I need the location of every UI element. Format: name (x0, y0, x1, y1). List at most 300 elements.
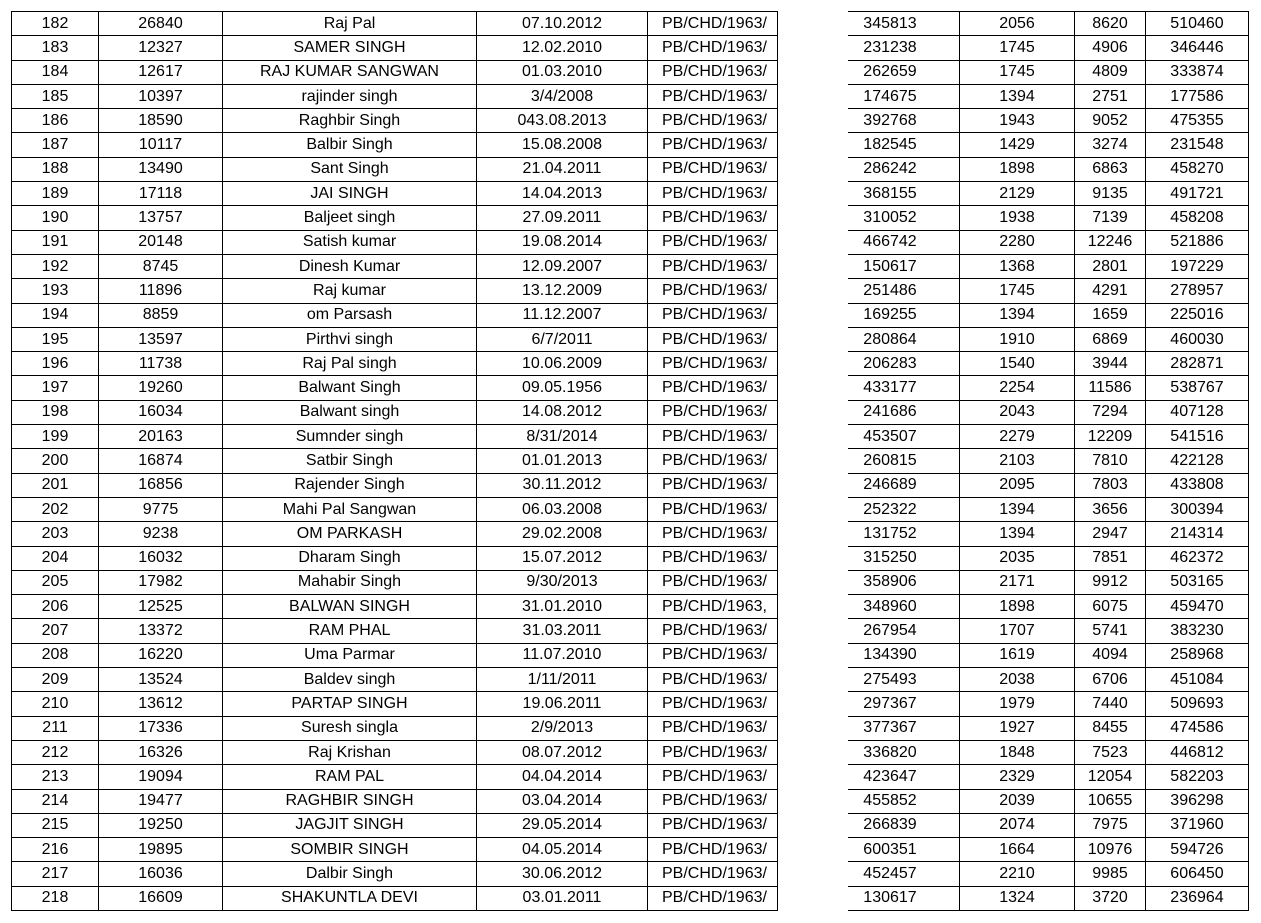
da-cell: 2947 (1075, 522, 1146, 546)
id-cell: 13612 (99, 692, 223, 716)
da-cell: 6863 (1075, 157, 1146, 181)
total-cell: 177586 (1146, 84, 1249, 108)
ref-cell: PB/CHD/1963/ (648, 813, 778, 837)
serial-cell: 205 (12, 570, 99, 594)
da-cell: 3274 (1075, 133, 1146, 157)
name-cell: Satish kumar (223, 230, 477, 254)
date-cell: 03.01.2011 (477, 886, 648, 910)
total-cell: 458270 (1146, 157, 1249, 181)
total-cell: 396298 (1146, 789, 1249, 813)
name-cell: JAGJIT SINGH (223, 813, 477, 837)
table-row (12, 449, 1249, 473)
name-cell: SAMER SINGH (223, 36, 477, 60)
serial-cell: 218 (12, 886, 99, 910)
table-row (12, 595, 1249, 619)
id-cell: 16220 (99, 643, 223, 667)
date-cell: 08.07.2012 (477, 740, 648, 764)
basic-cell: 1540 (960, 352, 1075, 376)
serial-cell: 215 (12, 813, 99, 837)
total-cell: 225016 (1146, 303, 1249, 327)
amount-cell: 262659 (821, 60, 960, 84)
id-cell: 12525 (99, 595, 223, 619)
id-cell: 19094 (99, 765, 223, 789)
id-cell: 16034 (99, 400, 223, 424)
ref-cell: PB/CHD/1963/ (648, 254, 778, 278)
date-cell: 30.06.2012 (477, 862, 648, 886)
amount-cell: 182545 (821, 133, 960, 157)
basic-cell: 1368 (960, 254, 1075, 278)
id-cell: 9775 (99, 497, 223, 521)
name-cell: Raj Krishan (223, 740, 477, 764)
amount-cell: 206283 (821, 352, 960, 376)
serial-cell: 211 (12, 716, 99, 740)
name-cell: SOMBIR SINGH (223, 838, 477, 862)
da-cell: 6869 (1075, 327, 1146, 351)
total-cell: 433808 (1146, 473, 1249, 497)
basic-cell: 1394 (960, 303, 1075, 327)
table-row (12, 425, 1249, 449)
serial-cell: 197 (12, 376, 99, 400)
name-cell: Pirthvi singh (223, 327, 477, 351)
serial-cell: 203 (12, 522, 99, 546)
name-cell: Suresh singla (223, 716, 477, 740)
table-row (12, 376, 1249, 400)
total-cell: 422128 (1146, 449, 1249, 473)
date-cell: 8/31/2014 (477, 425, 648, 449)
ref-cell: PB/CHD/1963/ (648, 570, 778, 594)
name-cell: RAM PAL (223, 765, 477, 789)
amount-cell: 150617 (821, 254, 960, 278)
ref-cell: PB/CHD/1963/ (648, 60, 778, 84)
serial-cell: 207 (12, 619, 99, 643)
date-cell: 13.12.2009 (477, 279, 648, 303)
total-cell: 491721 (1146, 182, 1249, 206)
serial-cell: 196 (12, 352, 99, 376)
table-row (12, 400, 1249, 424)
table-row (12, 230, 1249, 254)
id-cell: 17336 (99, 716, 223, 740)
ref-cell: PB/CHD/1963/ (648, 838, 778, 862)
ref-cell: PB/CHD/1963/ (648, 668, 778, 692)
name-cell: Mahabir Singh (223, 570, 477, 594)
amount-cell: 310052 (821, 206, 960, 230)
da-cell: 4094 (1075, 643, 1146, 667)
id-cell: 19895 (99, 838, 223, 862)
id-cell: 17982 (99, 570, 223, 594)
basic-cell: 1898 (960, 595, 1075, 619)
amount-cell: 368155 (821, 182, 960, 206)
table-row (12, 765, 1249, 789)
serial-cell: 217 (12, 862, 99, 886)
serial-cell: 201 (12, 473, 99, 497)
da-cell: 9052 (1075, 109, 1146, 133)
date-cell: 11.07.2010 (477, 643, 648, 667)
da-cell: 11586 (1075, 376, 1146, 400)
ref-cell: PB/CHD/1963/ (648, 376, 778, 400)
amount-cell: 358906 (821, 570, 960, 594)
date-cell: 2/9/2013 (477, 716, 648, 740)
serial-cell: 212 (12, 740, 99, 764)
basic-cell: 1707 (960, 619, 1075, 643)
ref-cell: PB/CHD/1963/ (648, 12, 778, 36)
date-cell: 19.08.2014 (477, 230, 648, 254)
name-cell: Mahi Pal Sangwan (223, 497, 477, 521)
total-cell: 197229 (1146, 254, 1249, 278)
ref-cell: PB/CHD/1963/ (648, 327, 778, 351)
serial-cell: 210 (12, 692, 99, 716)
basic-cell: 2035 (960, 546, 1075, 570)
table-row (12, 497, 1249, 521)
table-row (12, 182, 1249, 206)
name-cell: Raghbir Singh (223, 109, 477, 133)
basic-cell: 1664 (960, 838, 1075, 862)
total-cell: 282871 (1146, 352, 1249, 376)
da-cell: 12246 (1075, 230, 1146, 254)
serial-cell: 184 (12, 60, 99, 84)
amount-cell: 348960 (821, 595, 960, 619)
serial-cell: 208 (12, 643, 99, 667)
amount-cell: 246689 (821, 473, 960, 497)
table-row (12, 862, 1249, 886)
date-cell: 14.04.2013 (477, 182, 648, 206)
amount-cell: 455852 (821, 789, 960, 813)
name-cell: Raj Pal (223, 12, 477, 36)
id-cell: 12327 (99, 36, 223, 60)
date-cell: 31.01.2010 (477, 595, 648, 619)
serial-cell: 206 (12, 595, 99, 619)
name-cell: Baldev singh (223, 668, 477, 692)
basic-cell: 2254 (960, 376, 1075, 400)
ref-cell: PB/CHD/1963/ (648, 84, 778, 108)
ref-cell: PB/CHD/1963/ (648, 425, 778, 449)
name-cell: PARTAP SINGH (223, 692, 477, 716)
ref-cell: PB/CHD/1963/ (648, 716, 778, 740)
ref-cell: PB/CHD/1963/ (648, 497, 778, 521)
total-cell: 333874 (1146, 60, 1249, 84)
amount-cell: 452457 (821, 862, 960, 886)
id-cell: 10397 (99, 84, 223, 108)
ref-cell: PB/CHD/1963/ (648, 182, 778, 206)
total-cell: 258968 (1146, 643, 1249, 667)
date-cell: 03.04.2014 (477, 789, 648, 813)
serial-cell: 185 (12, 84, 99, 108)
ref-cell: PB/CHD/1963/ (648, 352, 778, 376)
name-cell: Rajender Singh (223, 473, 477, 497)
date-cell: 10.06.2009 (477, 352, 648, 376)
serial-cell: 216 (12, 838, 99, 862)
amount-cell: 231238 (821, 36, 960, 60)
id-cell: 26840 (99, 12, 223, 36)
total-cell: 474586 (1146, 716, 1249, 740)
table-row (12, 740, 1249, 764)
date-cell: 11.12.2007 (477, 303, 648, 327)
ref-cell: PB/CHD/1963/ (648, 619, 778, 643)
basic-cell: 1979 (960, 692, 1075, 716)
id-cell: 13372 (99, 619, 223, 643)
serial-cell: 183 (12, 36, 99, 60)
total-cell: 460030 (1146, 327, 1249, 351)
da-cell: 7440 (1075, 692, 1146, 716)
id-cell: 19260 (99, 376, 223, 400)
id-cell: 16036 (99, 862, 223, 886)
amount-cell: 252322 (821, 497, 960, 521)
basic-cell: 2038 (960, 668, 1075, 692)
name-cell: Balbir Singh (223, 133, 477, 157)
date-cell: 27.09.2011 (477, 206, 648, 230)
total-cell: 582203 (1146, 765, 1249, 789)
amount-cell: 377367 (821, 716, 960, 740)
amount-cell: 241686 (821, 400, 960, 424)
serial-cell: 182 (12, 12, 99, 36)
ref-cell: PB/CHD/1963/ (648, 157, 778, 181)
total-cell: 214314 (1146, 522, 1249, 546)
amount-cell: 169255 (821, 303, 960, 327)
da-cell: 7975 (1075, 813, 1146, 837)
serial-cell: 191 (12, 230, 99, 254)
da-cell: 2801 (1075, 254, 1146, 278)
date-cell: 14.08.2012 (477, 400, 648, 424)
basic-cell: 1619 (960, 643, 1075, 667)
da-cell: 9985 (1075, 862, 1146, 886)
amount-cell: 297367 (821, 692, 960, 716)
basic-cell: 1429 (960, 133, 1075, 157)
basic-cell: 1394 (960, 497, 1075, 521)
da-cell: 6706 (1075, 668, 1146, 692)
table-row (12, 303, 1249, 327)
total-cell: 510460 (1146, 12, 1249, 36)
amount-cell: 315250 (821, 546, 960, 570)
ref-cell: PB/CHD/1963, (648, 595, 778, 619)
id-cell: 20163 (99, 425, 223, 449)
table-row (12, 813, 1249, 837)
da-cell: 9135 (1075, 182, 1146, 206)
amount-cell: 131752 (821, 522, 960, 546)
date-cell: 12.09.2007 (477, 254, 648, 278)
name-cell: BALWAN SINGH (223, 595, 477, 619)
amount-cell: 345813 (821, 12, 960, 36)
id-cell: 19477 (99, 789, 223, 813)
table-row (12, 12, 1249, 36)
ref-cell: PB/CHD/1963/ (648, 692, 778, 716)
name-cell: SHAKUNTLA DEVI (223, 886, 477, 910)
serial-cell: 194 (12, 303, 99, 327)
date-cell: 9/30/2013 (477, 570, 648, 594)
name-cell: om Parsash (223, 303, 477, 327)
table-row (12, 206, 1249, 230)
table-row (12, 84, 1249, 108)
da-cell: 7294 (1075, 400, 1146, 424)
amount-cell: 280864 (821, 327, 960, 351)
ref-cell: PB/CHD/1963/ (648, 230, 778, 254)
serial-cell: 190 (12, 206, 99, 230)
id-cell: 20148 (99, 230, 223, 254)
da-cell: 6075 (1075, 595, 1146, 619)
da-cell: 7851 (1075, 546, 1146, 570)
amount-cell: 336820 (821, 740, 960, 764)
amount-cell: 251486 (821, 279, 960, 303)
ref-cell: PB/CHD/1963/ (648, 546, 778, 570)
total-cell: 451084 (1146, 668, 1249, 692)
ref-cell: PB/CHD/1963/ (648, 765, 778, 789)
basic-cell: 2279 (960, 425, 1075, 449)
basic-cell: 1898 (960, 157, 1075, 181)
name-cell: Raj Pal singh (223, 352, 477, 376)
date-cell: 15.08.2008 (477, 133, 648, 157)
basic-cell: 2171 (960, 570, 1075, 594)
ref-cell: PB/CHD/1963/ (648, 740, 778, 764)
name-cell: Satbir Singh (223, 449, 477, 473)
da-cell: 1659 (1075, 303, 1146, 327)
id-cell: 16032 (99, 546, 223, 570)
id-cell: 13597 (99, 327, 223, 351)
serial-cell: 187 (12, 133, 99, 157)
da-cell: 3720 (1075, 886, 1146, 910)
da-cell: 10976 (1075, 838, 1146, 862)
date-cell: 1/11/2011 (477, 668, 648, 692)
date-cell: 19.06.2011 (477, 692, 648, 716)
table-row (12, 522, 1249, 546)
ref-cell: PB/CHD/1963/ (648, 449, 778, 473)
name-cell: Sumnder singh (223, 425, 477, 449)
table-row (12, 716, 1249, 740)
date-cell: 09.05.1956 (477, 376, 648, 400)
date-cell: 01.03.2010 (477, 60, 648, 84)
amount-cell: 260815 (821, 449, 960, 473)
basic-cell: 1910 (960, 327, 1075, 351)
serial-cell: 189 (12, 182, 99, 206)
basic-cell: 1745 (960, 36, 1075, 60)
total-cell: 407128 (1146, 400, 1249, 424)
ref-cell: PB/CHD/1963/ (648, 643, 778, 667)
total-cell: 541516 (1146, 425, 1249, 449)
basic-cell: 2103 (960, 449, 1075, 473)
table-row (12, 352, 1249, 376)
da-cell: 3656 (1075, 497, 1146, 521)
id-cell: 10117 (99, 133, 223, 157)
name-cell: Dalbir Singh (223, 862, 477, 886)
total-cell: 278957 (1146, 279, 1249, 303)
name-cell: Dharam Singh (223, 546, 477, 570)
table-row (12, 692, 1249, 716)
serial-cell: 200 (12, 449, 99, 473)
date-cell: 15.07.2012 (477, 546, 648, 570)
serial-cell: 192 (12, 254, 99, 278)
basic-cell: 1848 (960, 740, 1075, 764)
table-row (12, 473, 1249, 497)
ref-cell: PB/CHD/1963/ (648, 886, 778, 910)
ref-cell: PB/CHD/1963/ (648, 109, 778, 133)
total-cell: 371960 (1146, 813, 1249, 837)
da-cell: 3944 (1075, 352, 1146, 376)
redaction-strip (778, 0, 848, 923)
table-row (12, 886, 1249, 910)
basic-cell: 1394 (960, 522, 1075, 546)
date-cell: 043.08.2013 (477, 109, 648, 133)
da-cell: 4809 (1075, 60, 1146, 84)
ref-cell: PB/CHD/1963/ (648, 789, 778, 813)
table-row (12, 254, 1249, 278)
serial-cell: 214 (12, 789, 99, 813)
total-cell: 606450 (1146, 862, 1249, 886)
basic-cell: 1938 (960, 206, 1075, 230)
total-cell: 538767 (1146, 376, 1249, 400)
ref-cell: PB/CHD/1963/ (648, 303, 778, 327)
total-cell: 459470 (1146, 595, 1249, 619)
id-cell: 8859 (99, 303, 223, 327)
total-cell: 503165 (1146, 570, 1249, 594)
ref-cell: PB/CHD/1963/ (648, 133, 778, 157)
name-cell: Balwant Singh (223, 376, 477, 400)
ref-cell: PB/CHD/1963/ (648, 36, 778, 60)
total-cell: 300394 (1146, 497, 1249, 521)
table-row (12, 570, 1249, 594)
basic-cell: 2280 (960, 230, 1075, 254)
amount-cell: 423647 (821, 765, 960, 789)
ref-cell: PB/CHD/1963/ (648, 473, 778, 497)
amount-cell: 466742 (821, 230, 960, 254)
date-cell: 06.03.2008 (477, 497, 648, 521)
basic-cell: 2043 (960, 400, 1075, 424)
id-cell: 13524 (99, 668, 223, 692)
da-cell: 8455 (1075, 716, 1146, 740)
da-cell: 8620 (1075, 12, 1146, 36)
amount-cell: 453507 (821, 425, 960, 449)
total-cell: 346446 (1146, 36, 1249, 60)
da-cell: 7523 (1075, 740, 1146, 764)
id-cell: 13490 (99, 157, 223, 181)
id-cell: 18590 (99, 109, 223, 133)
amount-cell: 174675 (821, 84, 960, 108)
date-cell: 30.11.2012 (477, 473, 648, 497)
total-cell: 462372 (1146, 546, 1249, 570)
da-cell: 7139 (1075, 206, 1146, 230)
date-cell: 12.02.2010 (477, 36, 648, 60)
amount-cell: 286242 (821, 157, 960, 181)
date-cell: 29.02.2008 (477, 522, 648, 546)
date-cell: 21.04.2011 (477, 157, 648, 181)
serial-cell: 195 (12, 327, 99, 351)
date-cell: 29.05.2014 (477, 813, 648, 837)
total-cell: 446812 (1146, 740, 1249, 764)
total-cell: 236964 (1146, 886, 1249, 910)
basic-cell: 1394 (960, 84, 1075, 108)
ref-cell: PB/CHD/1963/ (648, 279, 778, 303)
basic-cell: 2039 (960, 789, 1075, 813)
basic-cell: 1927 (960, 716, 1075, 740)
date-cell: 3/4/2008 (477, 84, 648, 108)
table-row (12, 546, 1249, 570)
name-cell: Sant Singh (223, 157, 477, 181)
total-cell: 594726 (1146, 838, 1249, 862)
ref-cell: PB/CHD/1963/ (648, 862, 778, 886)
name-cell: OM PARKASH (223, 522, 477, 546)
date-cell: 07.10.2012 (477, 12, 648, 36)
serial-cell: 213 (12, 765, 99, 789)
da-cell: 9912 (1075, 570, 1146, 594)
ref-cell: PB/CHD/1963/ (648, 400, 778, 424)
id-cell: 16609 (99, 886, 223, 910)
amount-cell: 600351 (821, 838, 960, 862)
da-cell: 7803 (1075, 473, 1146, 497)
basic-cell: 2329 (960, 765, 1075, 789)
table-row (12, 60, 1249, 84)
serial-cell: 186 (12, 109, 99, 133)
id-cell: 13757 (99, 206, 223, 230)
table-row (12, 643, 1249, 667)
id-cell: 16874 (99, 449, 223, 473)
date-cell: 01.01.2013 (477, 449, 648, 473)
serial-cell: 198 (12, 400, 99, 424)
